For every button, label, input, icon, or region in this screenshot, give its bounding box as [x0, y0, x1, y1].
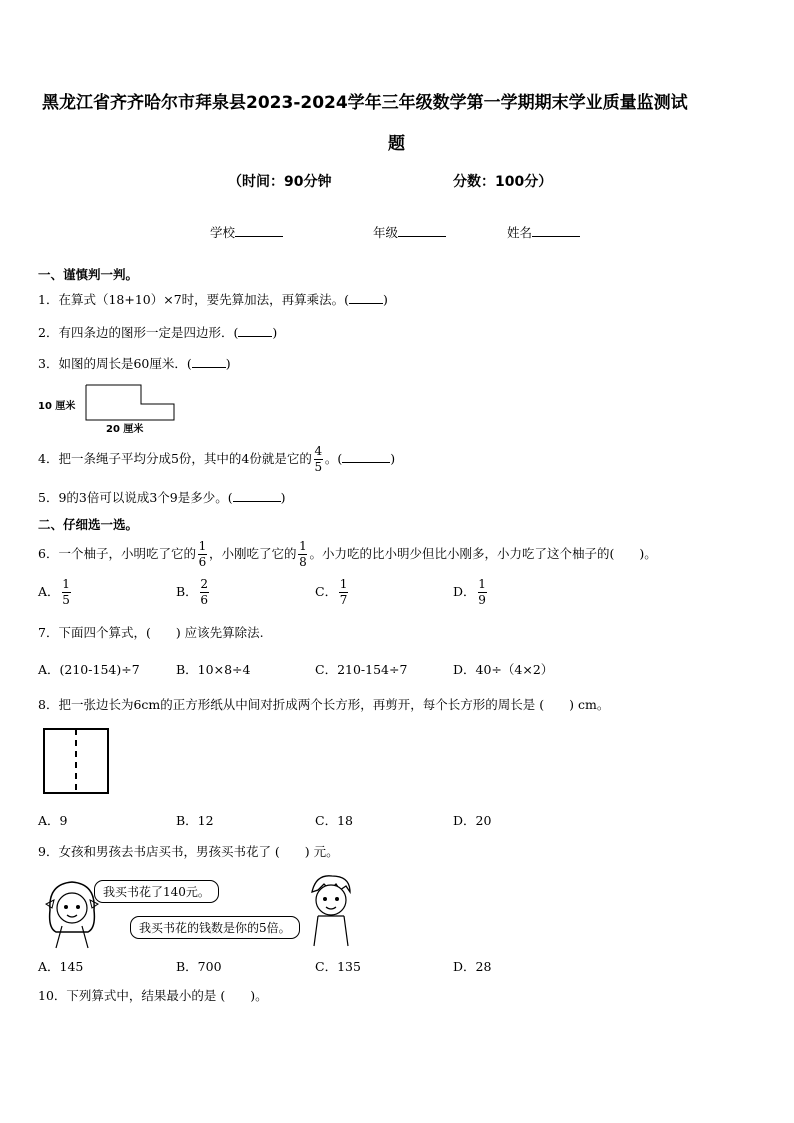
- q6-option-d[interactable]: D． $\frac{1}{9}$: [453, 577, 486, 607]
- question-5: 5．9的3倍可以说成3个9是多少。( ): [38, 490, 286, 505]
- exam-score: 分数：100分）: [453, 174, 553, 190]
- q3-label-bottom: 20 厘米: [106, 424, 144, 435]
- school-field[interactable]: [210, 223, 283, 241]
- answer-blank[interactable]: [233, 489, 281, 502]
- question-8: 8．把一张边长为6cm的正方形纸从中间对折成两个长方形，再剪开，每个长方形的周长是 ( ) cm。: [38, 697, 610, 712]
- question-2: 2．有四条边的图形一定是四边形．( ): [38, 325, 278, 340]
- q8-option-a[interactable]: A．9: [38, 813, 68, 828]
- question-7: 7．下面四个算式，( ) 应该先算除法.: [38, 625, 264, 640]
- school-label: 学校: [210, 225, 236, 240]
- q8-option-b[interactable]: B．12: [176, 813, 214, 828]
- q3-figure: [38, 382, 188, 434]
- fraction: $\frac{1}{6}$: [198, 539, 207, 569]
- q6-option-c[interactable]: C． $\frac{1}{7}$: [315, 577, 348, 607]
- q8-folded-square-figure: [42, 727, 114, 799]
- q6-option-a[interactable]: A． $\frac{1}{5}$: [38, 577, 70, 607]
- exam-time: （时间：90分钟: [228, 174, 332, 190]
- question-3: 3．如图的周长是60厘米．( ): [38, 356, 231, 371]
- page-title-line2: 题: [388, 134, 405, 154]
- answer-blank[interactable]: [192, 355, 226, 368]
- q9-option-c[interactable]: C．135: [315, 959, 361, 974]
- question-6: 6．一个柚子，小明吃了它的 $\frac{1}{6}$ ，小刚吃了它的 $\frac{1}{8}$ 。小力吃的比小明少但比小刚多，小力吃了这个柚子的( )。: [38, 539, 657, 569]
- section-heading-2: 二、仔细选一选。: [38, 517, 139, 532]
- q7-option-d[interactable]: D．40÷（4×2）: [453, 662, 554, 677]
- grade-field[interactable]: [373, 223, 446, 241]
- q8-option-d[interactable]: D．20: [453, 813, 492, 828]
- question-10: 10．下列算式中，结果最小的是 ( )。: [38, 988, 268, 1003]
- answer-blank[interactable]: [342, 450, 390, 463]
- q7-option-b[interactable]: B．10×8÷4: [176, 662, 251, 677]
- q6-option-b[interactable]: B． $\frac{2}{6}$: [176, 577, 208, 607]
- q9-option-d[interactable]: D．28: [453, 959, 492, 974]
- fraction: $\frac{1}{8}$: [299, 539, 307, 569]
- answer-blank[interactable]: [238, 324, 272, 337]
- name-field[interactable]: [507, 223, 580, 241]
- q9-option-b[interactable]: B．700: [176, 959, 222, 974]
- boy-icon: [306, 870, 356, 950]
- q3-label-left: 10 厘米: [38, 401, 76, 412]
- name-label: 姓名: [507, 225, 533, 240]
- boy-speech-bubble: 我买书花的钱数是你的5倍。: [130, 916, 300, 939]
- question-4: 4．把一条绳子平均分成5份，其中的4份就是它的 $\frac{4}{5}$ 。( ): [38, 444, 396, 474]
- question-9: 9．女孩和男孩去书店买书，男孩买书花了 ( ) 元。: [38, 844, 339, 859]
- q7-option-c[interactable]: C．210-154÷7: [315, 662, 408, 677]
- q7-option-a[interactable]: A．(210-154)÷7: [38, 662, 140, 677]
- q8-option-c[interactable]: C．18: [315, 813, 353, 828]
- page-title: 黑龙江省齐齐哈尔市拜泉县2023-2024学年三年级数学第一学期期末学业质量监测试: [42, 93, 688, 113]
- fraction: $\frac{4}{5}$: [314, 444, 323, 474]
- q9-option-a[interactable]: A．145: [38, 959, 84, 974]
- q9-illustration: [38, 870, 358, 950]
- answer-blank[interactable]: [349, 291, 383, 304]
- question-1: 1．在算式（18+10）×7时，要先算加法，再算乘法。( ): [38, 292, 388, 307]
- girl-speech-bubble: 我买书花了140元。: [94, 880, 219, 903]
- section-heading-1: 一、谨慎判一判。: [38, 267, 139, 282]
- grade-label: 年级: [373, 225, 399, 240]
